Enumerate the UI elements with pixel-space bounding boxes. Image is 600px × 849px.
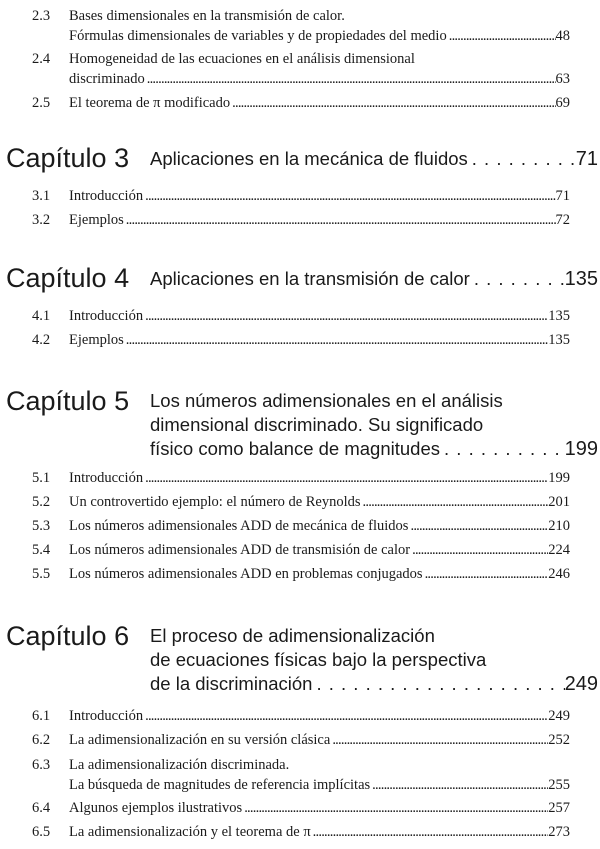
dot-leader (143, 306, 548, 326)
toc-entry[interactable] (32, 93, 570, 113)
toc-entry[interactable] (32, 306, 570, 326)
chapter-title (150, 142, 598, 171)
section-number: 5.1 (32, 470, 51, 486)
chapter-title (150, 262, 598, 291)
page-number: 252 (548, 732, 570, 748)
chapter-title-text: físico como balance de magnitudes (150, 438, 441, 459)
entry-text: Ejemplos (69, 212, 124, 228)
dot-leader (143, 468, 548, 488)
entry-line (69, 26, 570, 46)
entry-title (69, 6, 570, 46)
entry-text: discriminado (69, 71, 145, 87)
entry-text: Algunos ejemplos ilustrativos (69, 800, 243, 816)
section-number: 2.4 (32, 51, 51, 67)
chapter-title-line (150, 648, 598, 672)
entry-title (69, 93, 570, 113)
entry-title (69, 516, 570, 536)
entry-text: Introducción (69, 188, 144, 204)
entry-title (69, 210, 570, 230)
chapter-title-line (150, 389, 598, 413)
chapter-heading[interactable] (6, 262, 598, 291)
chapter-title-line (150, 267, 598, 291)
page-number: 199 (564, 438, 598, 460)
chapter-title-text: Aplicaciones en la mecánica de fluidos (150, 148, 468, 169)
chapter-title-line (150, 437, 598, 461)
dot-leader (143, 186, 555, 206)
page-number: 201 (548, 494, 570, 510)
entry-title (69, 822, 570, 842)
entry-line (69, 69, 570, 89)
toc-entry[interactable] (32, 492, 570, 512)
entry-line (69, 706, 570, 726)
chapter-label: Capítulo 6 (6, 621, 130, 651)
chapter-heading[interactable] (6, 142, 598, 171)
page-number: 210 (548, 518, 570, 534)
toc-entry[interactable] (32, 49, 570, 89)
entry-line (69, 492, 570, 512)
toc-entry[interactable] (32, 730, 570, 750)
page-number: 69 (555, 95, 570, 111)
section-number: 5.5 (32, 566, 51, 582)
entry-line (69, 730, 570, 750)
toc-entry[interactable] (32, 822, 570, 842)
chapter-heading[interactable] (6, 620, 598, 696)
section-number: 6.4 (32, 800, 51, 816)
entry-title (69, 468, 570, 488)
entry-text: Un controvertido ejemplo: el número de Reynolds (69, 494, 361, 510)
entry-title (69, 306, 570, 326)
dot-leader (330, 730, 548, 750)
entry-line (69, 468, 570, 488)
page-number: 135 (548, 332, 570, 348)
entry-title (69, 492, 570, 512)
entry-title (69, 706, 570, 726)
section-number: 2.5 (32, 95, 51, 111)
chapter-title-text: Los números adimensionales en el análisis (150, 390, 503, 411)
entry-line (69, 540, 570, 560)
page-number: 135 (548, 308, 570, 324)
entry-title (69, 564, 570, 584)
chapter-label: Capítulo 3 (6, 143, 130, 173)
entry-line (69, 775, 570, 795)
dot-leader (124, 330, 548, 350)
section-number: 3.1 (32, 188, 51, 204)
page-number: 72 (555, 212, 570, 228)
dot-leader (312, 672, 564, 696)
entry-text: Introducción (69, 308, 144, 324)
page-number: 224 (548, 542, 570, 558)
entry-title (69, 730, 570, 750)
toc-entry[interactable] (32, 706, 570, 726)
page-number: 71 (575, 148, 598, 170)
page-number: 71 (555, 188, 570, 204)
dot-leader (230, 93, 555, 113)
page-number: 199 (548, 470, 570, 486)
section-number: 5.4 (32, 542, 51, 558)
toc-entry[interactable] (32, 516, 570, 536)
chapter-label: Capítulo 4 (6, 263, 130, 293)
section-number: 5.2 (32, 494, 51, 510)
page-number: 135 (564, 268, 598, 290)
chapter-title-text: dimensional discriminado. Su significado (150, 414, 484, 435)
toc-entry[interactable] (32, 798, 570, 818)
section-number: 4.1 (32, 308, 51, 324)
dot-leader (440, 437, 565, 461)
dot-leader (145, 69, 556, 89)
chapter-title-text: Aplicaciones en la transmisión de calor (150, 268, 470, 289)
toc-entry[interactable] (32, 755, 570, 795)
chapter-heading[interactable] (6, 385, 598, 461)
page-number: 63 (555, 71, 570, 87)
section-number: 5.3 (32, 518, 51, 534)
entry-line (69, 798, 570, 818)
dot-leader (468, 147, 576, 171)
page-number: 249 (564, 673, 598, 695)
dot-leader (124, 210, 556, 230)
chapter-label: Capítulo 5 (6, 386, 130, 416)
section-number: 6.3 (32, 757, 51, 773)
entry-text: La adimensionalización y el teorema de π (69, 824, 311, 840)
page-number: 273 (548, 824, 570, 840)
entry-title (69, 755, 570, 795)
chapter-title (150, 385, 598, 461)
dot-leader (423, 564, 549, 584)
entry-text: Los números adimensionales ADD de mecánica de fluidos (69, 518, 409, 534)
entry-title (69, 330, 570, 350)
entry-text: Los números adimensionales ADD en problemas conjugados (69, 566, 423, 582)
entry-line (69, 306, 570, 326)
entry-text: Fórmulas dimensionales de variables y de propiedades del medio (69, 28, 447, 44)
chapter-title-text: de la discriminación (150, 673, 313, 694)
dot-leader (143, 706, 548, 726)
entry-title (69, 798, 570, 818)
page-number: 255 (548, 777, 570, 793)
entry-text: Ejemplos (69, 332, 124, 348)
toc-entry[interactable] (32, 330, 570, 350)
dot-leader (242, 798, 548, 818)
toc-entry[interactable] (32, 564, 570, 584)
toc-entry[interactable] (32, 540, 570, 560)
entry-text: Introducción (69, 708, 144, 724)
entry-line (69, 210, 570, 230)
section-number: 2.3 (32, 8, 51, 24)
entry-text: Homogeneidad de las ecuaciones en el análisis dimensional (69, 51, 415, 67)
entry-text: La búsqueda de magnitudes de referencia implícitas (69, 777, 371, 793)
entry-text: Los números adimensionales ADD de transmisión de calor (69, 542, 411, 558)
section-number: 6.2 (32, 732, 51, 748)
entry-text: El teorema de π modificado (69, 95, 231, 111)
entry-text: Bases dimensionales en la transmisión de calor. (69, 8, 345, 24)
dot-leader (370, 775, 548, 795)
dot-leader (361, 492, 549, 512)
entry-title (69, 186, 570, 206)
entry-line (69, 516, 570, 536)
chapter-title-line (150, 624, 598, 648)
page-number: 257 (548, 800, 570, 816)
entry-line (69, 755, 570, 775)
dot-leader (311, 822, 549, 842)
dot-leader (410, 540, 548, 560)
section-number: 6.1 (32, 708, 51, 724)
chapter-title (150, 620, 598, 696)
section-number: 3.2 (32, 212, 51, 228)
dot-leader (447, 26, 556, 46)
entry-line (69, 49, 570, 69)
chapter-title-line (150, 413, 598, 437)
toc-entry[interactable] (32, 468, 570, 488)
toc-entry[interactable] (32, 6, 570, 46)
entry-text: Introducción (69, 470, 144, 486)
dot-leader (408, 516, 548, 536)
entry-title (69, 49, 570, 89)
entry-line (69, 6, 570, 26)
chapter-title-text: de ecuaciones físicas bajo la perspectiva (150, 649, 487, 670)
dot-leader (470, 267, 565, 291)
entry-line (69, 330, 570, 350)
entry-line (69, 93, 570, 113)
page-number: 249 (548, 708, 570, 724)
chapter-title-line (150, 147, 598, 171)
entry-line (69, 822, 570, 842)
section-number: 4.2 (32, 332, 51, 348)
toc-entry[interactable] (32, 210, 570, 230)
entry-text: La adimensionalización en su versión clásica (69, 732, 331, 748)
chapter-title-line (150, 672, 598, 696)
page-number: 246 (548, 566, 570, 582)
section-number: 6.5 (32, 824, 51, 840)
entry-line (69, 186, 570, 206)
entry-text: La adimensionalización discriminada. (69, 757, 290, 773)
entry-line (69, 564, 570, 584)
page-number: 48 (555, 28, 570, 44)
chapter-title-text: El proceso de adimensionalización (150, 625, 435, 646)
entry-title (69, 540, 570, 560)
toc-entry[interactable] (32, 186, 570, 206)
